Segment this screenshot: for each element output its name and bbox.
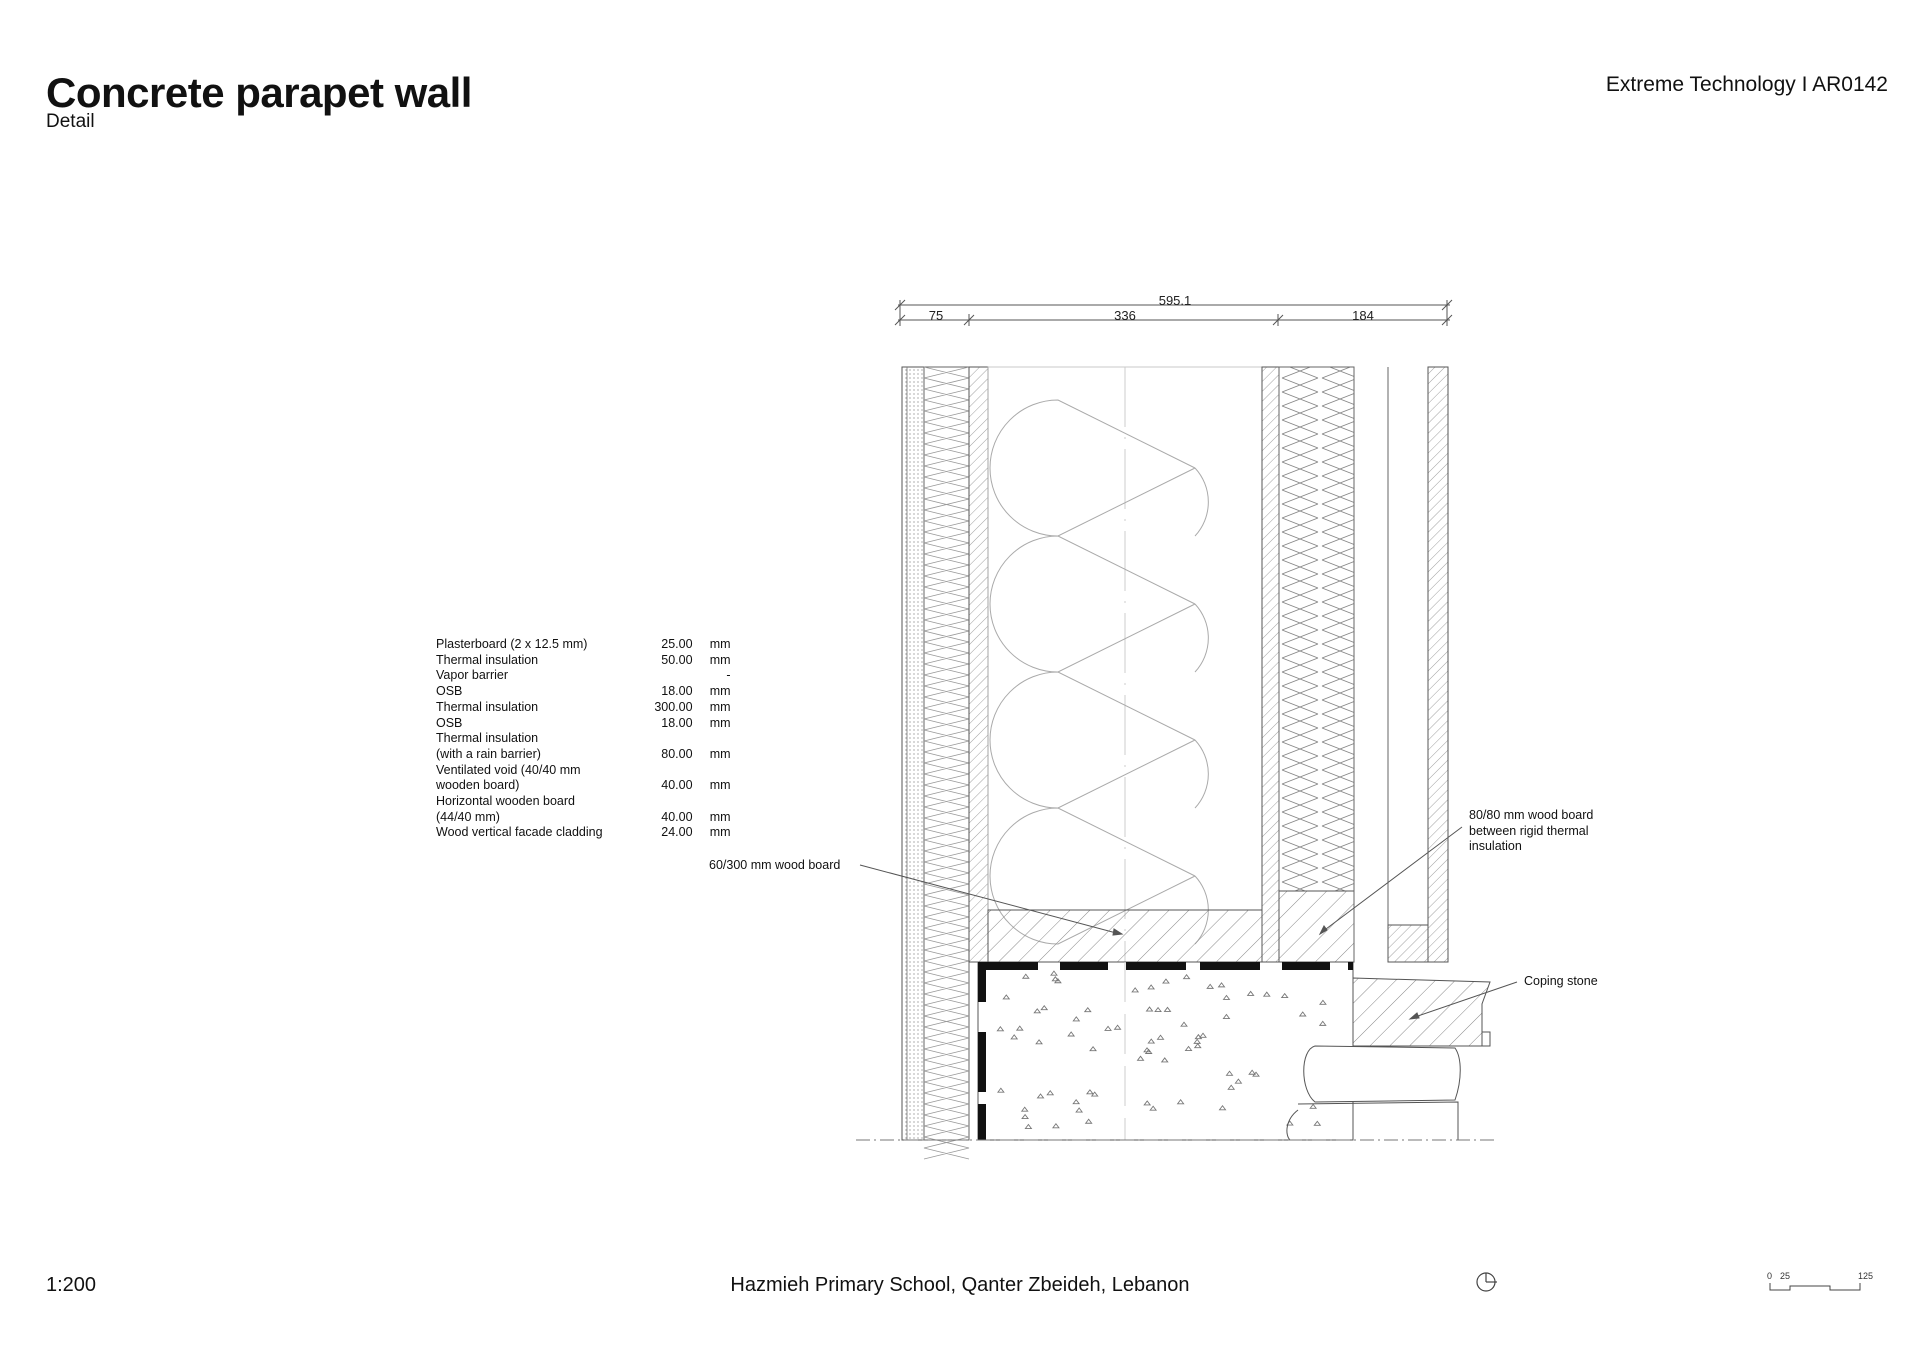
layer-unit: mm xyxy=(709,746,731,761)
project-name: Hazmieh Primary School, Qanter Zbeideh, Lebanon xyxy=(730,1274,1190,1296)
layer-value: 25.00 xyxy=(661,637,693,651)
dimension-total: 595.1 xyxy=(1158,293,1192,308)
dimension-segment: 75 xyxy=(928,308,944,323)
rigid-insulation-layer xyxy=(1279,367,1354,891)
wood-board-80-80 xyxy=(1279,891,1354,962)
layer-value: 80.00 xyxy=(661,746,693,761)
page-subtitle: Detail xyxy=(46,111,95,132)
scale-bar-label: 125 xyxy=(1858,1271,1874,1281)
layer-value: 300.00 xyxy=(654,699,693,714)
layer-name: Horizontal wooden board xyxy=(436,794,575,809)
layer-unit: mm xyxy=(709,809,731,824)
page-title: Concrete parapet wall xyxy=(46,69,472,116)
annotation-line: insulation xyxy=(1469,839,1522,854)
vertical-facade-cladding xyxy=(1428,367,1448,962)
course-label: Extreme Technology I AR0142 xyxy=(1605,73,1888,96)
layer-unit: mm xyxy=(709,652,731,667)
ventilated-void-layer xyxy=(1354,367,1388,962)
layer-name: Plasterboard (2 x 12.5 mm) xyxy=(436,637,588,651)
layer-value: 40.00 xyxy=(661,778,693,793)
dimension-segment: 184 xyxy=(1352,308,1374,323)
layer-unit: - xyxy=(726,668,731,683)
layer-unit: mm xyxy=(709,699,731,714)
plasterboard-layer xyxy=(902,367,924,1140)
layer-name: Vapor barrier xyxy=(436,668,509,683)
layer-name: Ventilated void (40/40 mm xyxy=(436,762,581,777)
drawing-scale: 1:200 xyxy=(46,1274,97,1296)
layer-value: 18.00 xyxy=(661,715,693,730)
layer-name: (44/40 mm) xyxy=(436,809,500,824)
scale-bar-label: 25 xyxy=(1780,1271,1791,1281)
annotation-coping-stone: Coping stone xyxy=(1524,974,1598,988)
layer-value: 24.00 xyxy=(661,825,693,840)
annotation-60-300-wood-board: 60/300 mm wood board xyxy=(709,858,841,872)
layer-name: Thermal insulation xyxy=(436,652,539,667)
annotation-line: 80/80 mm wood board xyxy=(1469,808,1594,822)
concrete-parapet xyxy=(978,962,1353,1140)
horizontal-wooden-board xyxy=(1388,925,1428,962)
layer-name: wooden board) xyxy=(436,778,520,793)
annotation-line: between rigid thermal xyxy=(1469,823,1589,838)
layer-unit: mm xyxy=(709,778,731,793)
layer-value: 50.00 xyxy=(661,652,693,667)
layer-unit: mm xyxy=(709,684,731,699)
osb-outer-layer xyxy=(1262,367,1279,962)
layer-value: 40.00 xyxy=(661,809,693,824)
layer-name: Thermal insulation xyxy=(436,699,539,714)
layer-name: Thermal insulation xyxy=(436,731,539,746)
layer-name: Wood vertical facade cladding xyxy=(436,825,603,840)
layer-unit: mm xyxy=(709,715,731,730)
layer-name: OSB xyxy=(436,684,463,699)
dimension-segment: 336 xyxy=(1114,308,1136,323)
scale-bar-label: 0 xyxy=(1767,1271,1773,1281)
wood-board-60-300 xyxy=(988,910,1262,962)
layer-unit: mm xyxy=(709,637,731,651)
layer-name: OSB xyxy=(436,715,463,730)
layer-value: 18.00 xyxy=(661,684,693,699)
inner-insulation-layer xyxy=(924,367,969,1159)
layer-name: (with a rain barrier) xyxy=(436,746,541,761)
layer-unit: mm xyxy=(709,825,731,840)
osb-inner-layer xyxy=(969,367,988,962)
